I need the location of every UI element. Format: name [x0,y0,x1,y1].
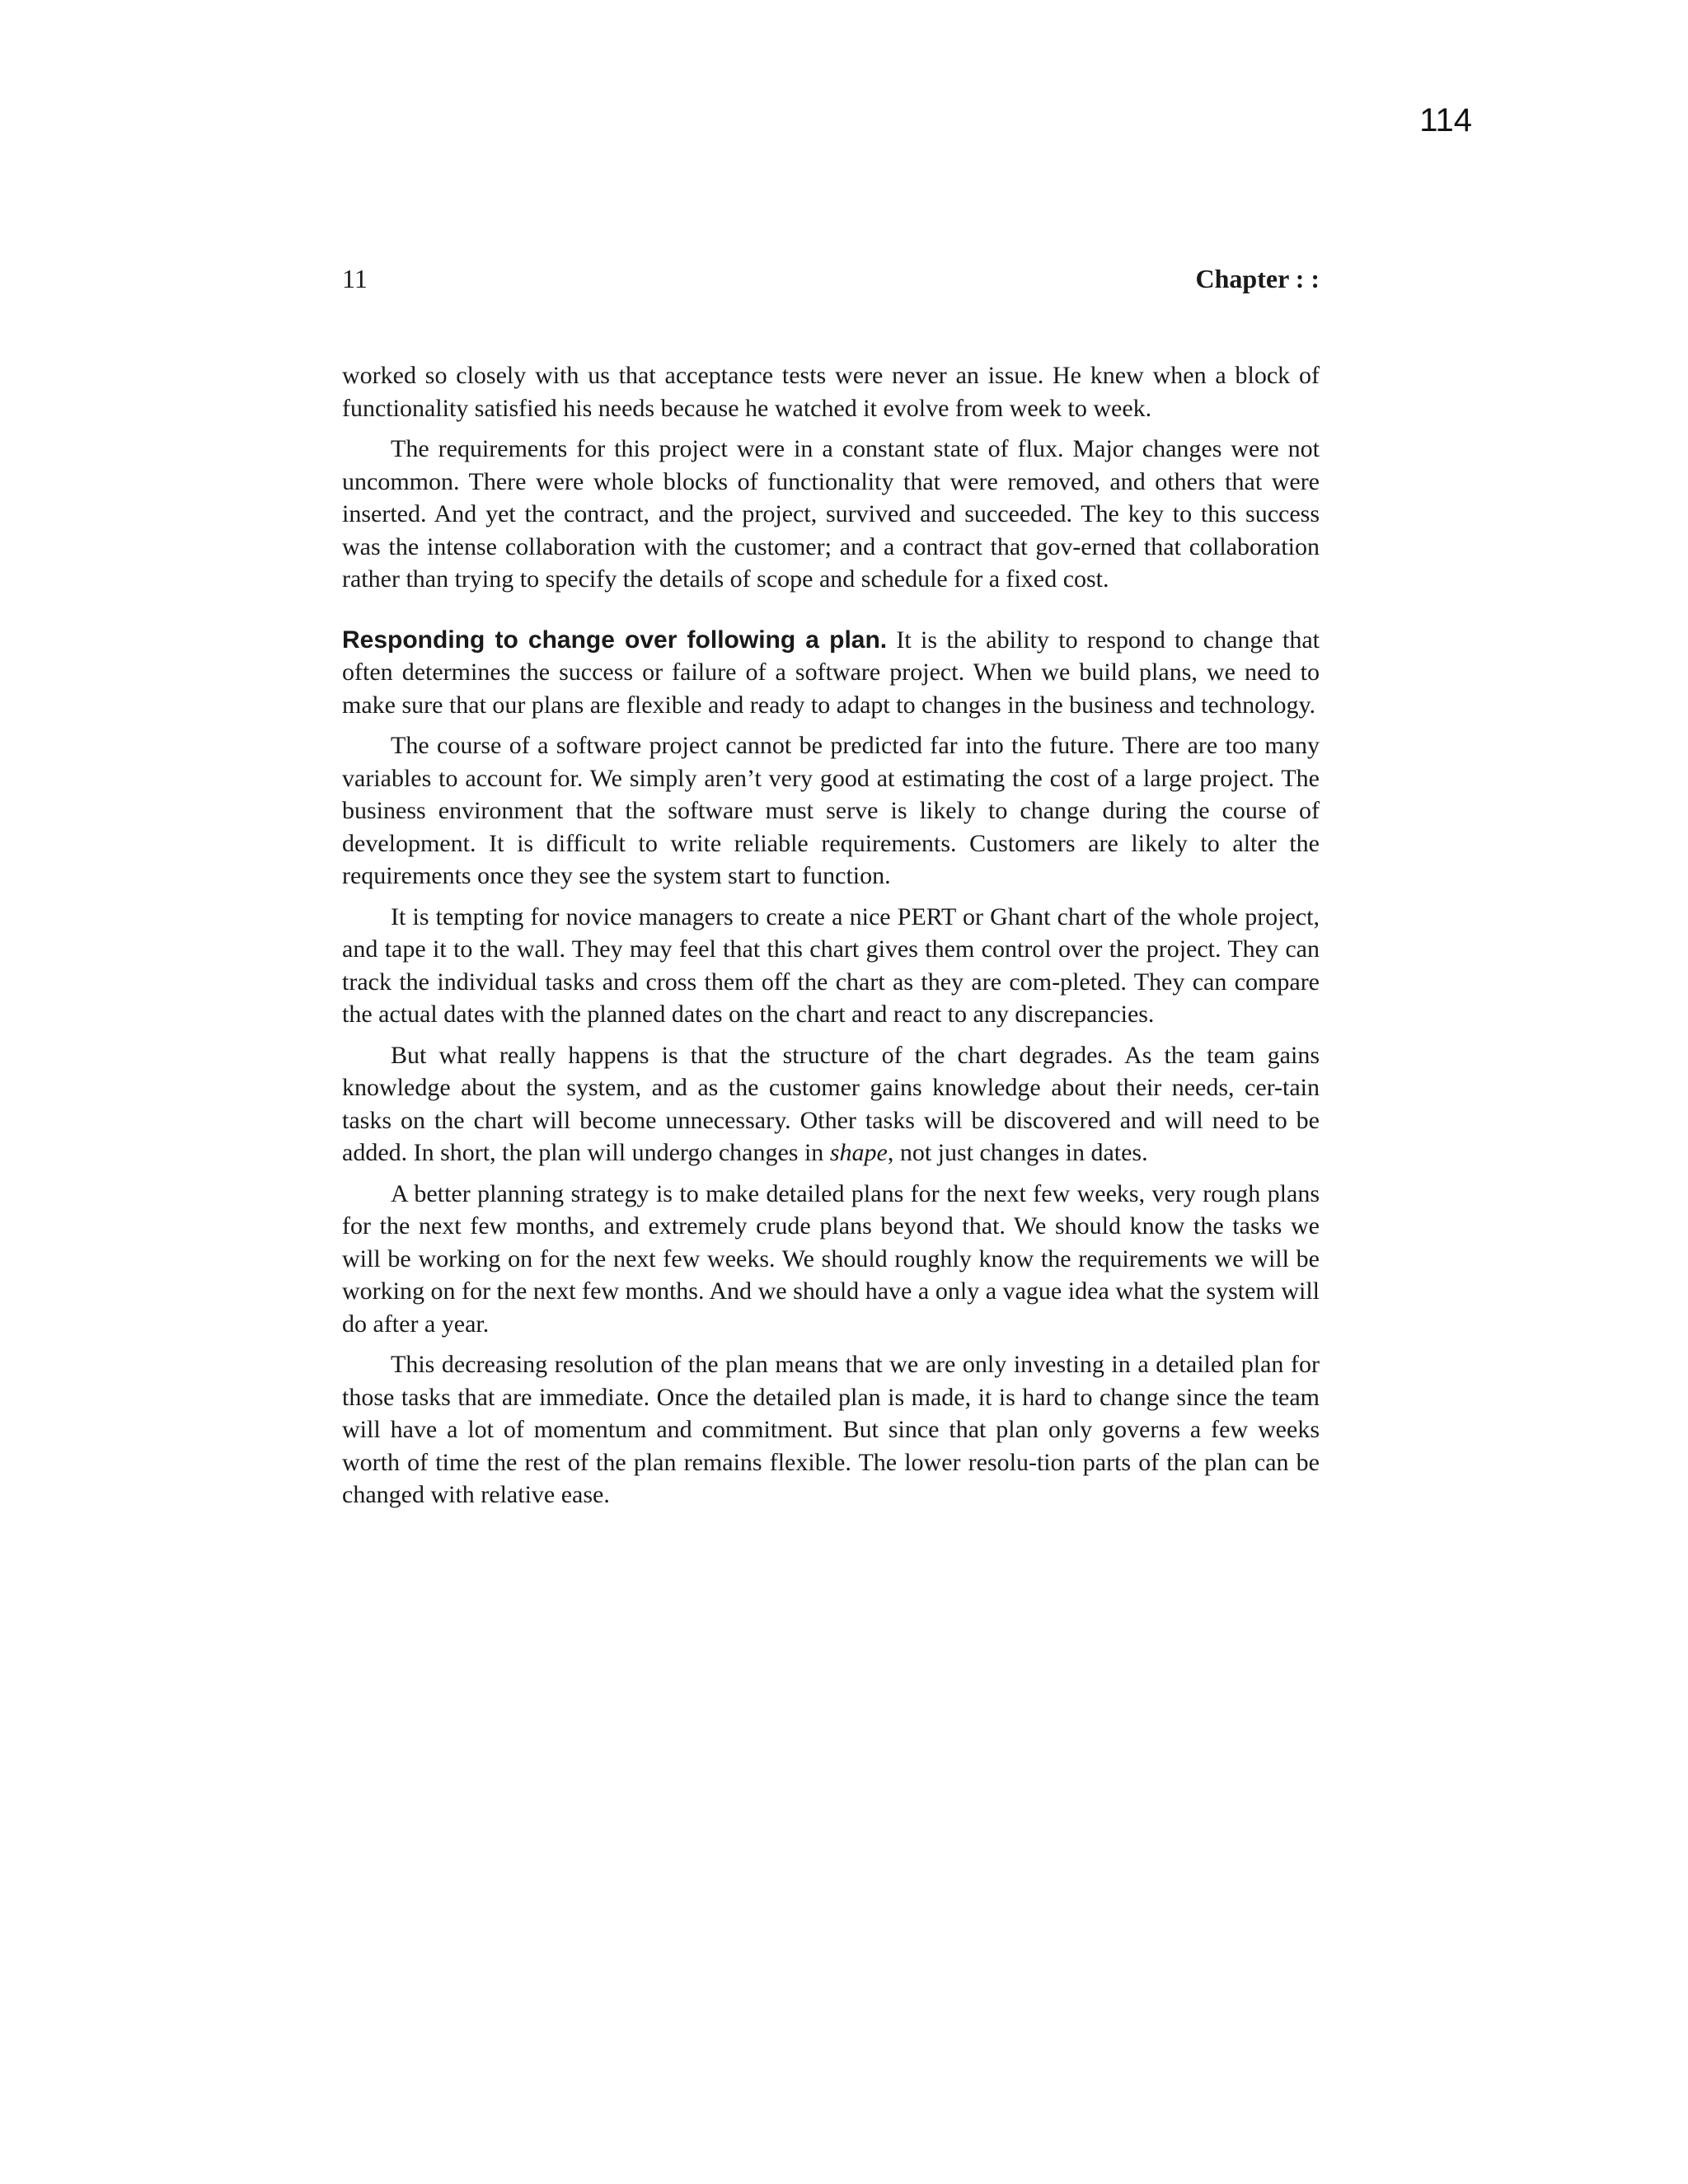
emphasis-text: shape [829,1139,888,1166]
paragraph-text: But what really happens is that the structure of the chart degrades. As the team gains knowledge about the system, and as the customer gains knowledge about their needs, cer-tain tasks on the chart will become unnecessary. Other tasks will be discovered and will need to be added. In short, the plan will undergo changes in [342,1041,1320,1166]
paragraph: worked so closely with us that acceptance tests were never an issue. He knew when a block of functionality satisfied his needs because he watched it evolve from week to week. [342,362,1320,422]
section-paragraph [342,624,1320,722]
paragraph: A better planning strategy is to make detailed plans for the next few weeks, very rough plans for the next few months, and extremely crude plans beyond that. We should know the tasks we will be working on for the next few weeks. We should roughly know the requirements we will be working on for the next few months. And we should have a only a vague idea what the system will do after a year. [342,1179,1320,1338]
paragraph: This decreasing resolution of the plan means that we are only investing in a detailed plan for those tasks that are immediate. Once the detailed plan is made, it is hard to change since the team will have a lot of momentum and commitment. But since that plan only governs a few weeks worth of time the rest of the plan remains flexible. The lower resolu-tion parts of the plan can be changed with relative ease. [342,1351,1320,1508]
paragraph: It is tempting for novice managers to create a nice PERT or Ghant chart of the whole project, and tape it to the wall. They may feel that this chart gives them control over the project. They can track the individual tasks and cross them off the chart as they are com-pleted. They can compare the actual dates with the planned dates on the chart and react to any discrepancies. [342,902,1320,1028]
paragraph [342,1039,1320,1169]
running-header [342,262,1320,295]
paragraph: The requirements for this project were in a constant state of flux. Major changes were not uncommon. There were whole blocks of functionality that were removed, and others that were inserted. And yet the contract, and the project, survived and succeeded. The key to this success was the intense collaboration with the customer; and a contract that gov-erned that collaboration rather than trying to specify the details of scope and schedule for a fixed cost. [342,435,1320,593]
paragraph: The course of a software project cannot be predicted far into the future. There are too many variables to account for. We simply aren’t very good at estimating the cost of a large project. The business environment that the software must serve is likely to change during the course of development. It is difficult to write reliable requirements. Customers are likely to alter the requirements once they see the system start to function. [342,732,1320,889]
section-heading: Responding to change over following a plan. [342,626,888,654]
paragraph-text: , not just changes in dates. [887,1139,1148,1166]
paragraph-text: It is the ability to respond to change that often determines the success or failure of a software project. When we build plans, we need to make sure that our plans are flexible and ready to adapt to changes in the business and technology. [342,626,1320,719]
chapter-title: Chapter : : [1195,264,1320,293]
page-number: 114 [1419,102,1472,138]
body-text [342,359,1320,1520]
folio-number: 11 [342,264,368,293]
